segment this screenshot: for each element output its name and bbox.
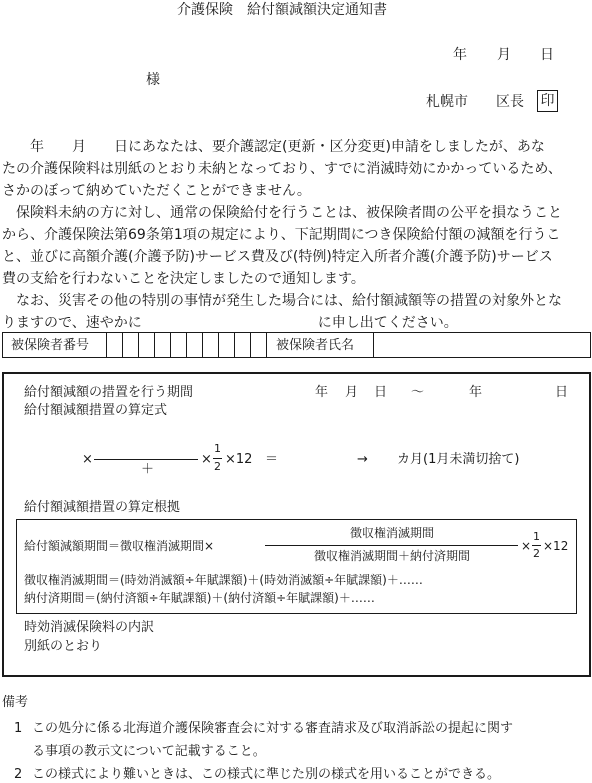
issuer-title: 区長	[496, 94, 524, 110]
digit-cell[interactable]	[170, 333, 171, 357]
digit-cell[interactable]	[234, 333, 235, 357]
formula-arrow: →	[357, 452, 368, 467]
period-start-day: 日	[374, 385, 388, 400]
document-title: 介護保険 給付額減額決定通知書	[177, 2, 387, 18]
body-line	[2, 312, 590, 334]
basis-heading: 給付額減額措置の算定根拠	[24, 500, 181, 515]
formula-fraction-bar	[94, 459, 198, 460]
basis-times12: ×12	[543, 539, 569, 553]
seal-mark: 印	[537, 90, 558, 112]
basis-half-numerator: 1	[533, 530, 540, 543]
breakdown-value: 別紙のとおり	[24, 639, 103, 654]
body-line: 保険料未納の方に対し、通常の保険給付を行うことは、被保険者間の公平を損なうこと	[2, 205, 562, 221]
basis-line3: 納付済期間＝(納付済額÷年賦課額)＋(納付済額÷年賦課額)＋……	[24, 591, 375, 605]
body-line: から、介護保険法第69条第1項の規定により、下記期間につき保険給付額の減額を行うこ	[2, 227, 561, 243]
body-line: たの介護保険料は別紙のとおり未納となっており、すでに消滅時効にかかっているため、	[2, 161, 562, 177]
half-numerator: 1	[214, 442, 221, 455]
body-line-start: りますので、速やかに	[2, 315, 142, 331]
body-line: 費の支給を行わないことを決定しましたので通知します。	[2, 271, 365, 287]
insured-number-label: 被保険者番号	[11, 338, 90, 353]
body-line-end: に申し出てください。	[317, 315, 458, 331]
formula-months-note: カ月(1月未満切捨て)	[397, 452, 520, 467]
digit-cell[interactable]	[250, 333, 251, 357]
body-line: 年 月 日にあなたは、要介護認定(更新・区分変更)申請をしましたが、あな	[2, 139, 545, 155]
period-end-day: 日	[555, 385, 569, 400]
digit-cell[interactable]	[202, 333, 203, 357]
notes-heading: 備考	[2, 695, 29, 710]
basis-denominator: 徴収権消滅期間＋納付済期間	[313, 549, 470, 563]
body-line: なお、災害その他の特別の事情が発生した場合には、給付額減額等の措置の対象外とな	[2, 293, 562, 309]
note-text: この様式により難いときは、この様式に準じた別の様式を用いることができる。	[32, 767, 501, 782]
digit-cell[interactable]	[154, 333, 155, 357]
period-start-month: 月	[345, 385, 359, 400]
basis-half-bar	[532, 545, 541, 546]
period-start-year: 年	[315, 385, 329, 400]
digit-cell[interactable]	[122, 333, 123, 357]
note-text: る事項の教示文について記載すること。	[32, 744, 266, 759]
basis-times: ×	[521, 539, 532, 553]
digit-cell[interactable]	[138, 333, 139, 357]
calculation-frame	[2, 372, 591, 677]
note-text: この処分に係る北海道介護保険審査会に対する審査請求及び取消訴訟の提起に関す	[32, 721, 514, 736]
date-day: 日	[540, 47, 554, 63]
digit-divider	[266, 333, 267, 357]
digit-cell[interactable]	[218, 333, 219, 357]
basis-lhs: 給付額減額期間＝徴収権消滅期間×	[24, 539, 215, 553]
date-month: 月	[497, 47, 511, 63]
formula-times-half: ×	[201, 452, 212, 467]
basis-half-denominator: 2	[533, 547, 540, 560]
period-label: 給付額減額の措置を行う期間	[24, 385, 194, 400]
note-number: 1	[14, 721, 23, 736]
basis-numerator: 徴収権消滅期間	[349, 526, 434, 540]
digit-cell[interactable]	[106, 333, 107, 357]
formula-heading: 給付額減額措置の算定式	[24, 403, 168, 418]
formula-times12: ×12	[225, 452, 253, 467]
period-tilde: 〜	[411, 385, 425, 400]
addressee-suffix: 様	[146, 72, 160, 88]
insured-name-label: 被保険者氏名	[276, 338, 355, 353]
insured-info-row	[2, 332, 591, 358]
breakdown-heading: 時効消滅保険料の内訳	[24, 620, 155, 635]
formula-equals: ＝	[265, 452, 279, 467]
formula-times: ×	[82, 452, 93, 467]
basis-fraction-bar	[265, 545, 518, 546]
basis-line2: 徴収権消滅期間＝(時効消滅額÷年賦課額)＋(時効消滅額÷年賦課額)＋……	[24, 573, 423, 587]
digit-cell[interactable]	[186, 333, 187, 357]
name-divider	[373, 333, 374, 357]
half-fraction-bar	[213, 458, 222, 459]
formula-plus: ＋	[141, 462, 155, 477]
period-end-year: 年	[469, 385, 483, 400]
basis-box	[16, 519, 577, 614]
issuer-city: 札幌市	[426, 94, 468, 110]
notice-body	[2, 136, 590, 334]
body-line: と、並びに高額介護(介護予防)サービス費及び(特例)特定入所者介護(介護予防)サービス	[2, 249, 553, 265]
body-line: さかのぼって納めていただくことができません。	[2, 183, 311, 199]
note-number: 2	[14, 767, 23, 782]
date-year: 年	[453, 47, 467, 63]
half-denominator: 2	[214, 460, 221, 473]
